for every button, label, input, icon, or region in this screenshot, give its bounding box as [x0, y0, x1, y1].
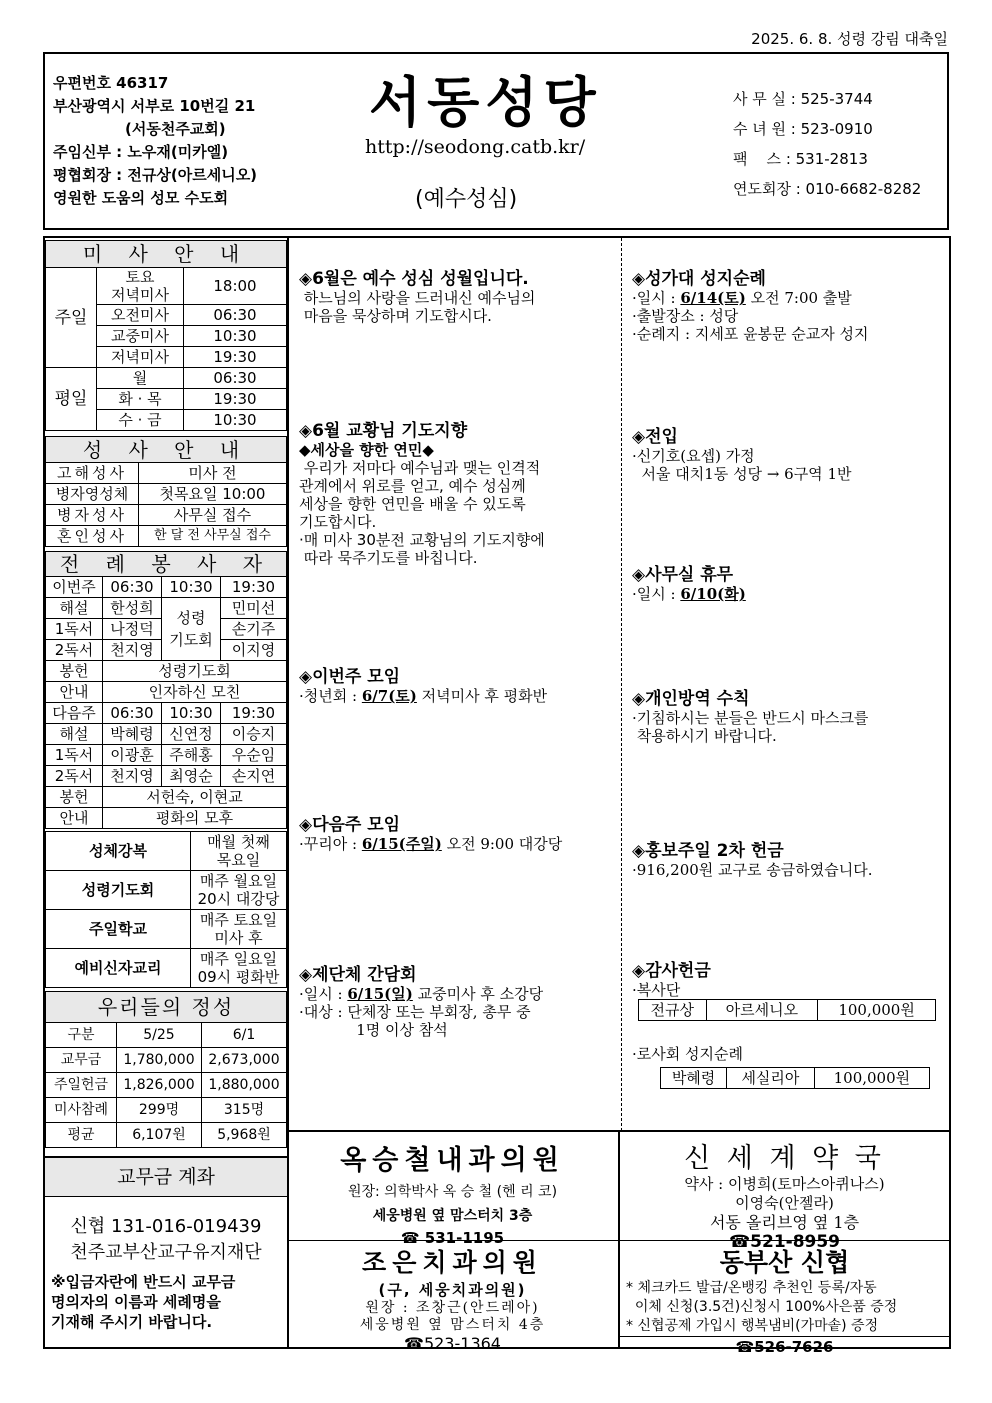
account-info	[45, 1214, 287, 1266]
section-quarantine	[632, 684, 868, 745]
ad-title: 신 세 계 약 국	[684, 1143, 885, 1174]
website-link[interactable]: http://seodong.catb.kr/	[365, 136, 586, 158]
account-number: 신협 131-016-019439	[70, 1216, 262, 1237]
section-title: ◈감사헌금	[632, 961, 711, 981]
pastor: 주임신부 : 노우재(미카엘)	[53, 143, 229, 161]
sacrament-name: 혼인성사	[46, 526, 139, 547]
server-name: 이승지	[221, 724, 287, 745]
finance-value: 1,880,000	[202, 1073, 287, 1098]
section-group-meeting	[299, 960, 543, 1039]
section-body: ·복사단	[632, 981, 681, 999]
finance-value: 5,968원	[202, 1123, 287, 1148]
ad-title: 옥승철내과의원	[340, 1145, 565, 1176]
section-title: ◈사무실 휴무	[632, 565, 734, 585]
mass-name: 토요 저녁미사	[97, 268, 184, 305]
group-name: 주일학교	[46, 910, 191, 949]
account-title: 교무금 계좌	[45, 1156, 287, 1197]
account-holder: 천주교부산교구유지재단	[70, 1242, 262, 1263]
finance-label: 주일헌금	[46, 1073, 117, 1098]
event-date: 6/10(화)	[680, 585, 746, 603]
ad-line: 서동 올리브영 옆 1층	[709, 1213, 860, 1232]
ad-pharmacy	[620, 1130, 949, 1252]
left-column	[45, 238, 289, 1347]
server-name: 평화의 모후	[103, 808, 287, 829]
role: 안내	[46, 808, 103, 829]
finance-value: 315명	[202, 1098, 287, 1123]
section-title: ◈6월 교황님 기도지향	[299, 421, 468, 441]
server-name: 신연정	[162, 724, 221, 745]
thanks-table-1	[638, 999, 936, 1021]
label: ·꾸리아 :	[299, 835, 362, 853]
group-name: 성체강복	[46, 832, 191, 871]
donor-name: 전규상	[639, 1000, 707, 1021]
finance-label: 평균	[46, 1123, 117, 1148]
ad-title: 조은치과의원	[362, 1248, 543, 1277]
server-name: 손지연	[221, 766, 287, 787]
event-detail: 오전 7:00 출발	[745, 289, 852, 307]
mass-name: 오전미사	[97, 305, 184, 326]
event-date: 6/15(주일)	[361, 835, 442, 853]
donation-amount: 100,000원	[814, 1068, 929, 1089]
sacrament-info: 미사 전	[139, 463, 287, 484]
thanks-table-2	[660, 1067, 930, 1089]
event-date: 6/7(토)	[361, 687, 417, 705]
time-header: 06:30	[103, 703, 162, 724]
server-name: 이광훈	[103, 745, 162, 766]
finance-title: 우리들의 정성	[46, 992, 287, 1023]
ad-line: 이체 신청(3.5건)신청시 100%사은품 증정	[626, 1299, 898, 1315]
finance-header: 6/1	[202, 1023, 287, 1048]
sacrament-table	[45, 436, 287, 547]
column-divider	[621, 238, 622, 1131]
label: ·일시 :	[632, 585, 681, 603]
phone-list	[733, 84, 921, 204]
donation-amount: 100,000원	[818, 1000, 936, 1021]
section-transfer-in	[632, 422, 851, 483]
label: ·일시 :	[299, 985, 348, 1003]
finance-header: 구분	[46, 1023, 117, 1048]
finance-value: 6,107원	[117, 1123, 202, 1148]
section-body: ·출발장소 : 성당 ·순례지 : 지세포 윤봉문 순교자 성지	[632, 307, 869, 343]
feast-name: (예수성심)	[415, 187, 518, 212]
donor-baptism: 세실리아	[727, 1068, 815, 1089]
groups-table	[45, 831, 287, 988]
phone-office: 사 무 실 : 525-3744	[733, 90, 873, 108]
finance-header: 5/25	[117, 1023, 202, 1048]
section-body: ·로사회 성지순례	[632, 1045, 743, 1063]
finance-value: 1,780,000	[117, 1048, 202, 1073]
section-body: ·대상 : 단체장 또는 부회장, 총무 중 1명 이상 참석	[299, 1003, 531, 1039]
role: 1독서	[46, 745, 103, 766]
phone-fax: 팩 스 : 531-2813	[733, 150, 868, 168]
sunday-label: 주일	[46, 268, 97, 368]
group-schedule: 매주 일요일 09시 평화반	[191, 949, 287, 988]
council-president: 평협회장 : 전규상(아르세니오)	[53, 166, 258, 184]
section-title: ◈전입	[632, 427, 678, 447]
time-header: 10:30	[162, 577, 221, 598]
role: 2독서	[46, 766, 103, 787]
server-name: 성령기도회	[103, 661, 287, 682]
section-title: ◈다음주 모임	[299, 815, 401, 835]
server-name: 서헌숙, 이현교	[103, 787, 287, 808]
server-name: 손기주	[221, 619, 287, 640]
ad-credit-union	[620, 1240, 949, 1356]
section-title: ◈6월은 예수 성심 성월입니다.	[299, 269, 529, 289]
role: 안내	[46, 682, 103, 703]
ad-internal-clinic	[287, 1130, 620, 1247]
mass-table	[45, 240, 287, 431]
server-name: 한성희	[103, 598, 162, 619]
ad-line: 이영숙(안젤라)	[735, 1194, 834, 1212]
finance-value: 299명	[117, 1098, 202, 1123]
ad-line: * 체크카드 발급/온뱅킹 추천인 등록/자동	[626, 1280, 877, 1296]
section-title: ◈성가대 성지순례	[632, 269, 766, 289]
server-name: 주해홍	[162, 745, 221, 766]
section-next-week	[299, 810, 562, 853]
religious-order: 영원한 도움의 성모 수도회	[53, 189, 229, 207]
sacrament-title: 성 사 안 내	[46, 437, 287, 463]
server-name: 민미선	[221, 598, 287, 619]
mass-name: 교중미사	[97, 326, 184, 347]
role: 해설	[46, 724, 103, 745]
time-header: 19:30	[221, 703, 287, 724]
section-title: ◈이번주 모임	[299, 667, 401, 687]
group-schedule: 매주 토요일 미사 후	[191, 910, 287, 949]
week-label: 이번주	[46, 577, 103, 598]
header-box	[43, 52, 949, 230]
section-office-closed	[632, 560, 746, 603]
postal-code: 우편번호 46317	[53, 74, 169, 92]
weekday-label: 평일	[46, 368, 97, 431]
prayer-group-cell: 성령 기도회	[162, 598, 221, 661]
finance-value: 1,826,000	[117, 1073, 202, 1098]
role: 2독서	[46, 640, 103, 661]
ad-line: (구, 세웅치과의원)	[378, 1281, 527, 1299]
server-name: 천지영	[103, 640, 162, 661]
server-name: 이지영	[221, 640, 287, 661]
ad-line: 약사 : 이병희(토마스아퀴나스)	[684, 1175, 885, 1193]
donor-name: 박혜령	[661, 1068, 727, 1089]
section-jesus-heart	[299, 264, 535, 325]
mass-name: 월	[97, 368, 184, 389]
sacrament-info: 한 달 전 사무실 접수	[139, 526, 287, 547]
group-schedule: 매주 월요일 20시 대강당	[191, 871, 287, 910]
ad-line: 세웅병원 옆 맘스터치 4층	[359, 1317, 546, 1333]
event-detail: 저녁미사 후 평화반	[416, 687, 548, 705]
sacrament-info: 첫목요일 10:00	[139, 484, 287, 505]
sacrament-name: 고해성사	[46, 463, 139, 484]
finance-table	[45, 991, 287, 1148]
ad-title: 동부산 신협	[719, 1248, 850, 1277]
sacrament-name: 병자영성체	[46, 484, 139, 505]
phone-convent: 수 녀 원 : 523-0910	[733, 120, 873, 138]
role: 봉헌	[46, 787, 103, 808]
event-detail: 교중미사 후 소강당	[412, 985, 544, 1003]
mass-time: 10:30	[184, 410, 287, 431]
role: 봉헌	[46, 661, 103, 682]
ad-dental-clinic	[287, 1240, 620, 1353]
mass-time: 18:00	[184, 268, 287, 305]
address: 부산광역시 서부로 10번길 21	[53, 97, 256, 115]
mass-name: 화 · 목	[97, 389, 184, 410]
section-title: ◈제단체 간담회	[299, 965, 417, 985]
ad-phone: ☎526-7626	[620, 1336, 949, 1357]
event-date: 6/14(토)	[680, 289, 746, 307]
section-thanks-offering	[632, 956, 942, 1089]
mass-time: 19:30	[184, 389, 287, 410]
section-choir-pilgrimage	[632, 264, 869, 343]
sacrament-info: 사무실 접수	[139, 505, 287, 526]
mass-title: 미 사 안 내	[46, 241, 287, 268]
week-label: 다음주	[46, 703, 103, 724]
ad-line: 원장: 의학박사 옥 승 철 (헨 리 코)	[347, 1184, 558, 1200]
section-body: 우리가 저마다 예수님과 맺는 인격적 관계에서 위로를 얻고, 예수 성심께 세상을 향한 연민을 배울 수 있도록 기도합시다. ·매 미사 30분전 교황님의 기도지향에 따라 묵주기도를 바칩니다.	[299, 459, 545, 567]
section-body: 하느님의 사랑을 드러내신 예수님의 마음을 묵상하며 기도합시다.	[303, 289, 536, 325]
time-header: 10:30	[162, 703, 221, 724]
section-promotion-offering	[632, 836, 873, 879]
finance-label: 미사참례	[46, 1098, 117, 1123]
server-name: 최영순	[162, 766, 221, 787]
time-header: 19:30	[221, 577, 287, 598]
servers-table	[45, 551, 287, 829]
mass-time: 06:30	[184, 368, 287, 389]
section-body: ·916,200원 교구로 송금하였습니다.	[632, 861, 873, 879]
church-alias: (서동천주교회)	[125, 120, 226, 138]
donor-baptism: 아르세니오	[706, 1000, 818, 1021]
ad-line: 원장 : 조창근(안드레아)	[365, 1300, 540, 1316]
role: 해설	[46, 598, 103, 619]
finance-value: 2,673,000	[202, 1048, 287, 1073]
group-name: 성령기도회	[46, 871, 191, 910]
ad-phone: ☎521-8959	[728, 1232, 841, 1252]
ad-phone: ☎523-1364	[404, 1334, 501, 1353]
event-detail: 오전 9:00 대강당	[441, 835, 563, 853]
event-date: 6/15(일)	[347, 985, 413, 1003]
section-body: ·신기호(요셉) 가정 서울 대치1동 성당 → 6구역 1반	[632, 447, 852, 483]
account-note: ※입금자란에 반드시 교무금 명의자의 이름과 세례명을 기재해 주시기 바랍니다.	[51, 1273, 236, 1331]
phone-funeral: 연도회장 : 010-6682-8282	[733, 180, 922, 198]
label: ·일시 :	[632, 289, 681, 307]
role: 1독서	[46, 619, 103, 640]
server-name: 나정덕	[103, 619, 162, 640]
servers-title: 전 례 봉 사 자	[46, 552, 287, 577]
mass-name: 수 · 금	[97, 410, 184, 431]
group-name: 예비신자교리	[46, 949, 191, 988]
date-line: 2025. 6. 8. 성령 강림 대축일	[751, 30, 948, 48]
server-name: 박혜령	[103, 724, 162, 745]
label: ·청년회 :	[299, 687, 362, 705]
sacrament-name: 병자성사	[46, 505, 139, 526]
finance-label: 교무금	[46, 1048, 117, 1073]
mass-name: 저녁미사	[97, 347, 184, 368]
mass-time: 06:30	[184, 305, 287, 326]
section-pope-prayer	[299, 416, 545, 567]
church-info	[53, 72, 257, 210]
server-name: 인자하신 모친	[103, 682, 287, 703]
mass-time: 19:30	[184, 347, 287, 368]
section-title: ◈홍보주일 2차 헌금	[632, 841, 784, 861]
ad-line: * 신협공제 가입시 행복냄비(가마솥) 증정	[626, 1318, 879, 1334]
server-name: 우순임	[221, 745, 287, 766]
section-body: ·기침하시는 분들은 반드시 마스크를 착용하시기 바랍니다.	[632, 709, 869, 745]
page-title: 서동성당	[369, 71, 602, 134]
section-this-week	[299, 662, 547, 705]
ad-phone: ☎ 531-1195	[400, 1229, 505, 1247]
time-header: 06:30	[103, 577, 162, 598]
server-name: 천지영	[103, 766, 162, 787]
section-title: ◈개인방역 수칙	[632, 689, 750, 709]
section-subtitle: ◆세상을 향한 연민◆	[299, 441, 434, 459]
group-schedule: 매월 첫째 목요일	[191, 832, 287, 871]
ad-line: 세웅병원 옆 맘스터치 3층	[372, 1208, 533, 1224]
main-box	[43, 236, 951, 1356]
mass-time: 10:30	[184, 326, 287, 347]
